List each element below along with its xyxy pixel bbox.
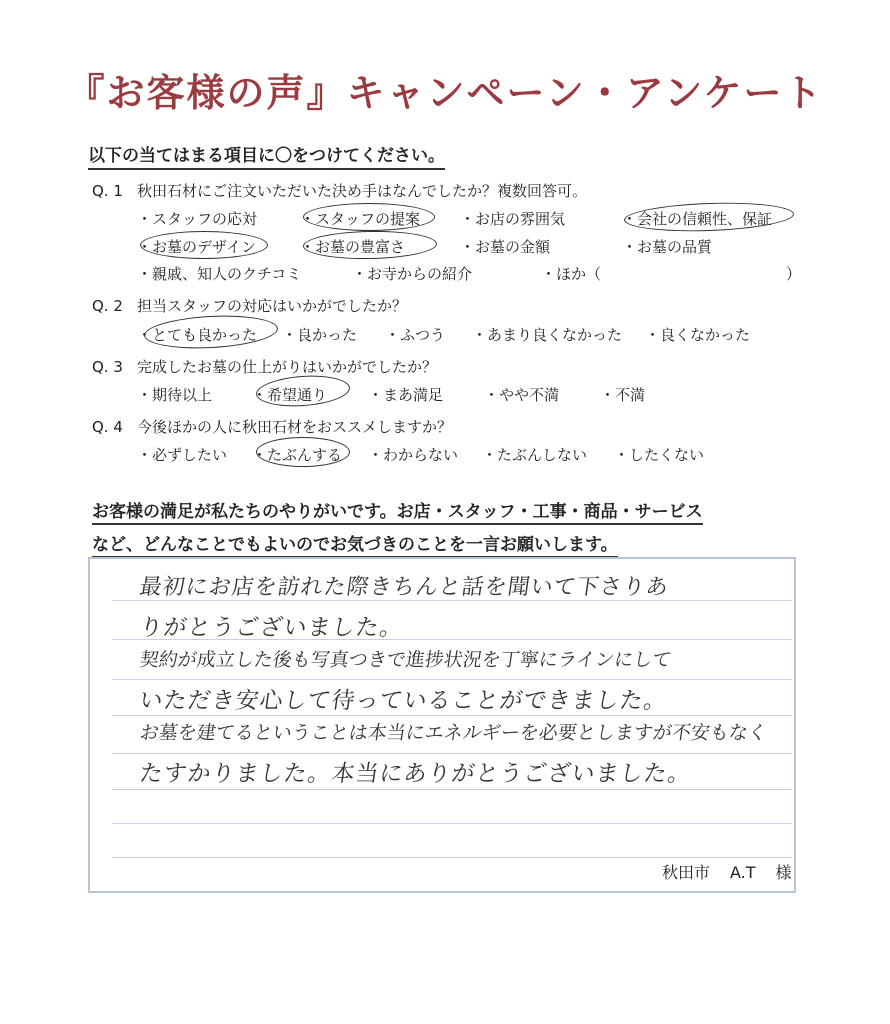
question-number: Q. 2 [92,297,123,315]
comment-heading-line-2: など、どんなことでもよいのでお気づきのことを一言お願いします。 [92,530,618,558]
q2-option-good[interactable]: ・良かった [282,326,358,344]
q1-option-word-of-mouth[interactable]: ・親戚、知人のクチコミ [137,265,302,283]
question-text: 担当スタッフの対応はいかがでしたか？ [137,297,408,315]
question-text: 今後ほかの人に秋田石材をおススメしますか？ [137,418,453,436]
q1-option-grave-variety[interactable]: ・お墓の豊富さ [300,238,406,256]
q4-option-no[interactable]: ・したくない [614,446,705,464]
handwritten-comment-line: 最初にお店を訪れた際きちんと話を聞いて下さりあ [137,575,671,600]
q1-option-other-close: ） [786,265,802,283]
selection-circle [143,313,278,352]
handwritten-comment-line: お墓を建てるということは本当にエネルギーを必要としますが不安もなく [138,722,769,744]
respondent-signature [662,860,792,883]
handwritten-comment-line: りがとうございました。 [137,615,406,641]
question-number: Q. 3 [92,358,123,376]
respondent-city: 秋田市 [662,863,711,882]
ruled-line [112,679,792,680]
respondent-initials: A.T [730,863,756,882]
q4-option-probably-not[interactable]: ・たぶんしない [482,446,588,464]
selection-circle [303,230,437,260]
question-number: Q. 1 [92,182,123,200]
ruled-line [112,753,792,754]
q3-option-beyond-expectation[interactable]: ・期待以上 [137,386,213,404]
handwritten-comment-line: 契約が成立した後も写真つきで進捗状況を丁寧にラインにして [138,649,673,671]
instruction-text: 以下の当てはまる項目に〇をつけてください。 [88,141,445,170]
comment-heading-line-1: お客様の満足が私たちのやりがいです。お店・スタッフ・工事・商品・サービス [92,497,703,525]
respondent-honorific: 様 [775,863,792,882]
question-2 [92,295,407,316]
q4-option-not-sure[interactable]: ・わからない [368,446,459,464]
q2-option-not-so-good[interactable]: ・あまり良くなかった [472,326,623,344]
question-3 [92,356,437,377]
ruled-line [112,823,792,824]
q1-option-staff-response[interactable]: ・スタッフの応対 [137,210,258,228]
q1-option-temple-referral[interactable]: ・お寺からの紹介 [352,265,473,283]
q1-option-grave-price[interactable]: ・お墓の金額 [460,238,551,256]
question-text: 完成したお墓の仕上がりはいかがでしたか？ [137,358,438,376]
question-number: Q. 4 [92,418,123,436]
q1-option-other[interactable]: ・ほか（ [541,265,602,283]
q2-option-very-good[interactable]: ・とても良かった [137,326,258,344]
selection-circle [256,437,350,467]
q4-option-probably[interactable]: ・たぶんする [252,446,343,464]
q1-option-grave-design[interactable]: ・お墓のデザイン [137,238,256,256]
survey-title: 『お客様の声』キャンペーン・アンケート [66,71,824,115]
q3-option-fairly-satisfied[interactable]: ・まあ満足 [368,386,444,404]
selection-circle [303,203,435,231]
q3-option-somewhat-dissatisfied[interactable]: ・やや不満 [484,386,560,404]
q1-option-staff-proposal[interactable]: ・スタッフの提案 [300,210,421,228]
q4-option-definitely[interactable]: ・必ずしたい [137,446,228,464]
question-1 [92,180,587,201]
handwritten-comment-line: いただき安心して待っていることができました。 [137,688,670,714]
ruled-line [112,715,792,716]
selection-circle [255,373,351,409]
question-text: 秋田石材にご注文いただいた決め手はなんでしたか？複数回答可。 [137,182,588,200]
question-4 [92,416,452,437]
q3-option-as-desired[interactable]: ・希望通り [252,386,328,404]
q1-option-company-trust[interactable]: ・会社の信頼性、保証 [622,210,773,228]
q2-option-bad[interactable]: ・良くなかった [645,326,751,344]
q2-option-normal[interactable]: ・ふつう [385,326,446,344]
q3-option-dissatisfied[interactable]: ・不満 [600,386,646,404]
ruled-line [112,857,792,858]
ruled-line [112,789,792,790]
q1-option-grave-quality[interactable]: ・お墓の品質 [622,238,713,256]
q1-option-shop-atmosphere[interactable]: ・お店の雰囲気 [460,210,566,228]
selection-circle [140,231,268,259]
handwritten-comment-line: たすかりました。本当にありがとうございました。 [137,761,694,787]
